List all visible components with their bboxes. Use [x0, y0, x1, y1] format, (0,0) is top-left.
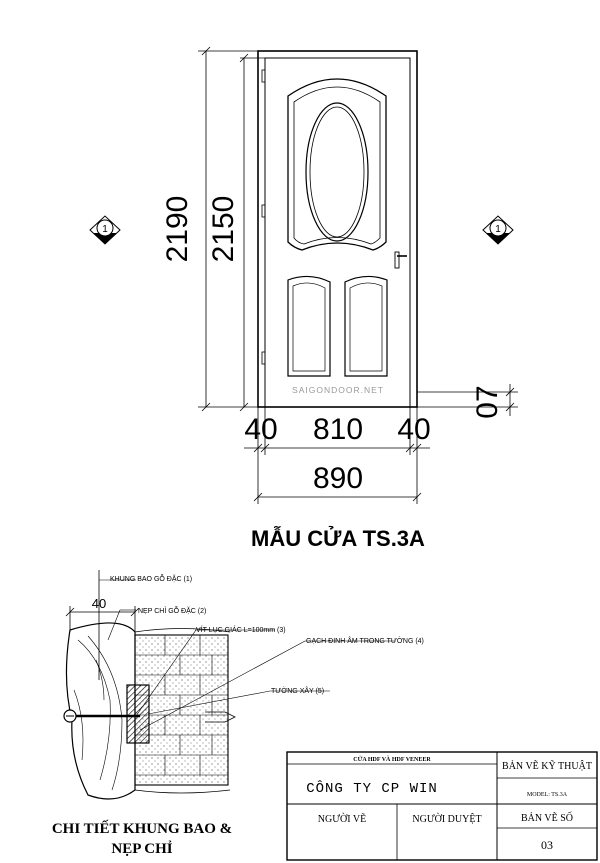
- bottom-left-panel-inner: [293, 283, 325, 371]
- detail-dim-width: 40: [91, 596, 107, 611]
- dim-total-width: 890: [312, 462, 364, 495]
- section-marker-left: [90, 216, 120, 244]
- bottom-right-panel-inner: [350, 283, 382, 371]
- callout-nailing-brick: GẠCH ĐINH ÂM TRONG TƯỜNG (4): [306, 638, 424, 645]
- callout-trim: NẸP CHỈ GỖ ĐẶC (2): [138, 608, 207, 615]
- door-elevation: [258, 51, 417, 407]
- wood-frame-profile: [66, 623, 135, 799]
- title-block-product: CỬA HDF VÀ HDF VENEER: [353, 757, 431, 763]
- watermark-text: SAIGONDOOR.NET: [292, 385, 384, 395]
- dim-leaf-width: 810: [312, 413, 364, 446]
- callout-wall: TƯỜNG XÂY (5): [271, 688, 325, 695]
- top-panel-outer: [288, 79, 386, 250]
- dim-leaf-height: 2150: [207, 195, 240, 263]
- oval-glass-inner: [310, 107, 364, 237]
- callout-frame: KHUNG BAO GỖ ĐẶC (1): [110, 576, 193, 583]
- title-block-drawing-type: BẢN VẼ KỸ THUẬT: [502, 761, 592, 772]
- door-model-title: MẪU CỬA TS.3A: [251, 526, 425, 551]
- door-frame-inner: [265, 58, 410, 407]
- detail-caption-line1: CHI TIẾT KHUNG BAO &: [51, 821, 233, 837]
- bottom-right-panel: [345, 276, 387, 376]
- section-marker-right-label: 1: [495, 224, 501, 235]
- door-handle-plate: [395, 252, 399, 268]
- title-block-drawn-by: NGƯỜI VẼ: [317, 814, 367, 825]
- dim-frame-right: 40: [397, 413, 431, 446]
- bottom-left-panel: [288, 276, 330, 376]
- nailing-brick: [127, 685, 149, 743]
- dim-gap-bottom: 07: [471, 385, 504, 419]
- title-block-drawing-no-label: BẢN VẼ SỐ: [520, 813, 574, 824]
- title-block-model: MODEL: TS.3A: [526, 792, 568, 798]
- section-marker-left-label: 1: [102, 224, 108, 235]
- oval-glass-outer: [306, 103, 368, 241]
- title-block-company: CÔNG TY CP WIN: [306, 781, 438, 797]
- frame-detail: [64, 570, 395, 799]
- door-frame-outer: [258, 51, 417, 407]
- section-marker-right: [483, 216, 513, 244]
- callout-screw: VÍT LỤC GIÁC L=100mm (3): [196, 627, 286, 634]
- detail-caption-line2: NẸP CHỈ: [111, 841, 173, 857]
- top-panel-inner: [294, 87, 380, 244]
- dim-total-height: 2190: [161, 195, 194, 263]
- title-block-drawing-no: 03: [541, 838, 553, 852]
- dim-frame-left: 40: [244, 413, 278, 446]
- title-block-approved-by: NGƯỜI DUYỆT: [412, 814, 482, 825]
